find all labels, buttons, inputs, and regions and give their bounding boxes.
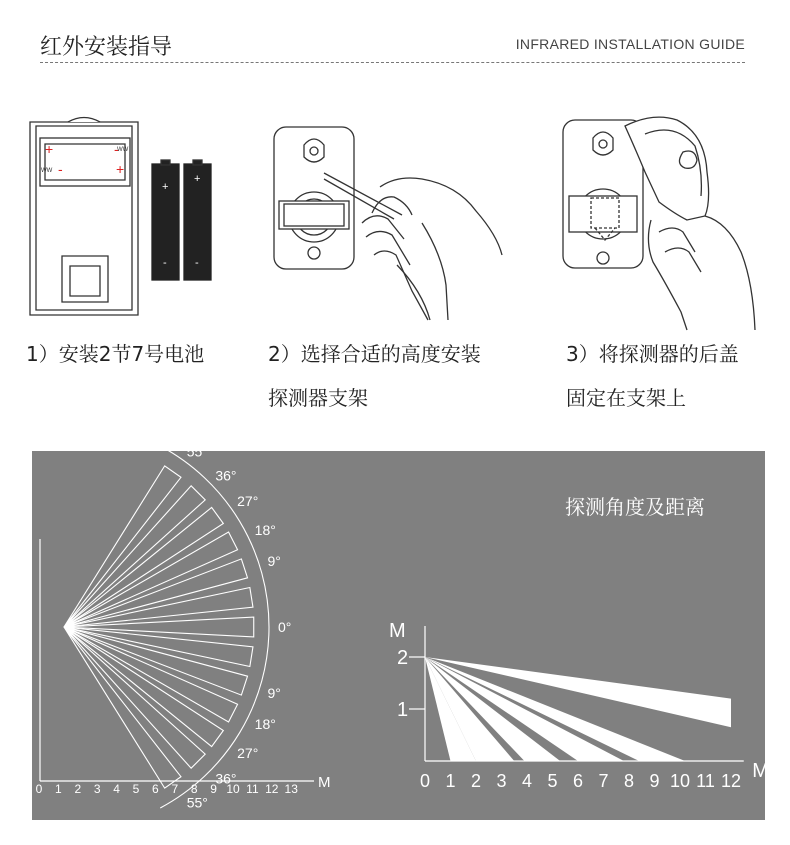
plus-mark: + [116, 161, 125, 177]
angle-label: 55° [186, 443, 208, 460]
x-tick-label: 7 [598, 771, 609, 791]
x-unit-label: M [752, 760, 769, 782]
x-tick-label: 4 [521, 771, 533, 791]
cover-attach-illustration [555, 112, 765, 332]
x-unit-label: M [318, 774, 331, 791]
step-1-line1: 1）安装2节7号电池 [26, 342, 205, 366]
x-tick-label: 9 [649, 771, 660, 791]
detection-zone [64, 627, 238, 722]
step-3-line1: 3）将探测器的后盖 [566, 342, 739, 366]
x-tick-label: 3 [93, 782, 101, 796]
plus-mark: + [45, 141, 54, 157]
bracket-install-illustration [262, 115, 517, 330]
x-tick-label: 1 [445, 771, 456, 791]
x-tick-label: 7 [171, 782, 179, 796]
x-tick-label: 12 [265, 782, 279, 796]
angle-label: 18° [254, 716, 276, 733]
x-tick-label: 0 [35, 782, 43, 796]
detection-zone [64, 559, 248, 627]
x-tick-label: 10 [226, 782, 240, 796]
x-tick-label: 2 [470, 771, 482, 791]
detection-panel [32, 443, 769, 820]
detection-range-diagram [347, 451, 767, 820]
x-tick-label: 6 [152, 782, 159, 796]
spring-mark: WW [117, 147, 129, 153]
x-tick-label: 6 [572, 771, 584, 791]
detection-zone [64, 486, 205, 627]
x-tick-label: 8 [190, 782, 198, 796]
step-3-caption [566, 332, 739, 420]
detection-angle-diagram [32, 443, 352, 820]
angle-label: 18° [254, 521, 276, 538]
spring-mark: WW [41, 168, 53, 174]
detection-zone [64, 627, 248, 695]
angle-label: 55° [186, 794, 208, 811]
x-tick-label: 11 [246, 782, 259, 796]
detection-zone [64, 627, 253, 667]
x-tick-label: 2 [74, 782, 82, 796]
angle-label: 36° [215, 467, 237, 484]
page-title: 红外安装指导 [40, 35, 173, 60]
angle-label: 9° [267, 685, 281, 702]
battery-minus: - [195, 257, 199, 269]
x-tick-label: 5 [547, 771, 558, 791]
step-2-line2: 探测器支架 [268, 386, 368, 410]
step-1-caption [26, 332, 204, 376]
detection-title: 探测角度及距离 [565, 495, 705, 519]
angle-label: 27° [237, 744, 259, 761]
page-subtitle: INFRARED INSTALLATION GUIDE [515, 36, 745, 52]
angle-label: 9° [267, 552, 281, 569]
detection-zone [64, 627, 205, 768]
step-2-caption [268, 332, 481, 420]
battery-plus: + [162, 181, 169, 193]
x-tick-label: 10 [669, 771, 691, 791]
x-tick-label: 12 [720, 771, 742, 791]
x-tick-label: 11 [696, 771, 715, 791]
page-header [40, 22, 745, 63]
minus-mark: - [114, 141, 119, 157]
detection-zone [64, 587, 253, 627]
y-tick-label: 2 [397, 647, 409, 669]
angle-label: 0° [278, 619, 292, 635]
minus-mark: - [58, 161, 63, 177]
detection-zone [64, 617, 254, 637]
battery-compartment-illustration [18, 110, 243, 330]
x-tick-label: 9 [210, 782, 217, 796]
x-tick-label: 8 [623, 771, 635, 791]
x-tick-label: 5 [132, 782, 140, 796]
battery-plus: + [194, 173, 201, 185]
y-tick-label: 1 [397, 699, 409, 721]
x-tick-label: 3 [496, 771, 507, 791]
step-3-line2: 固定在支架上 [566, 386, 686, 410]
angle-label: 27° [237, 493, 259, 510]
step-2-line1: 2）选择合适的高度安装 [268, 342, 481, 366]
battery-minus: - [163, 257, 167, 269]
x-tick-label: 4 [113, 782, 120, 796]
angle-label: 36° [215, 770, 237, 787]
y-unit-label: M [389, 620, 406, 642]
x-tick-label: 0 [419, 771, 431, 791]
detection-zone [64, 532, 238, 627]
x-tick-label: 13 [284, 782, 298, 796]
x-tick-label: 1 [55, 782, 62, 796]
